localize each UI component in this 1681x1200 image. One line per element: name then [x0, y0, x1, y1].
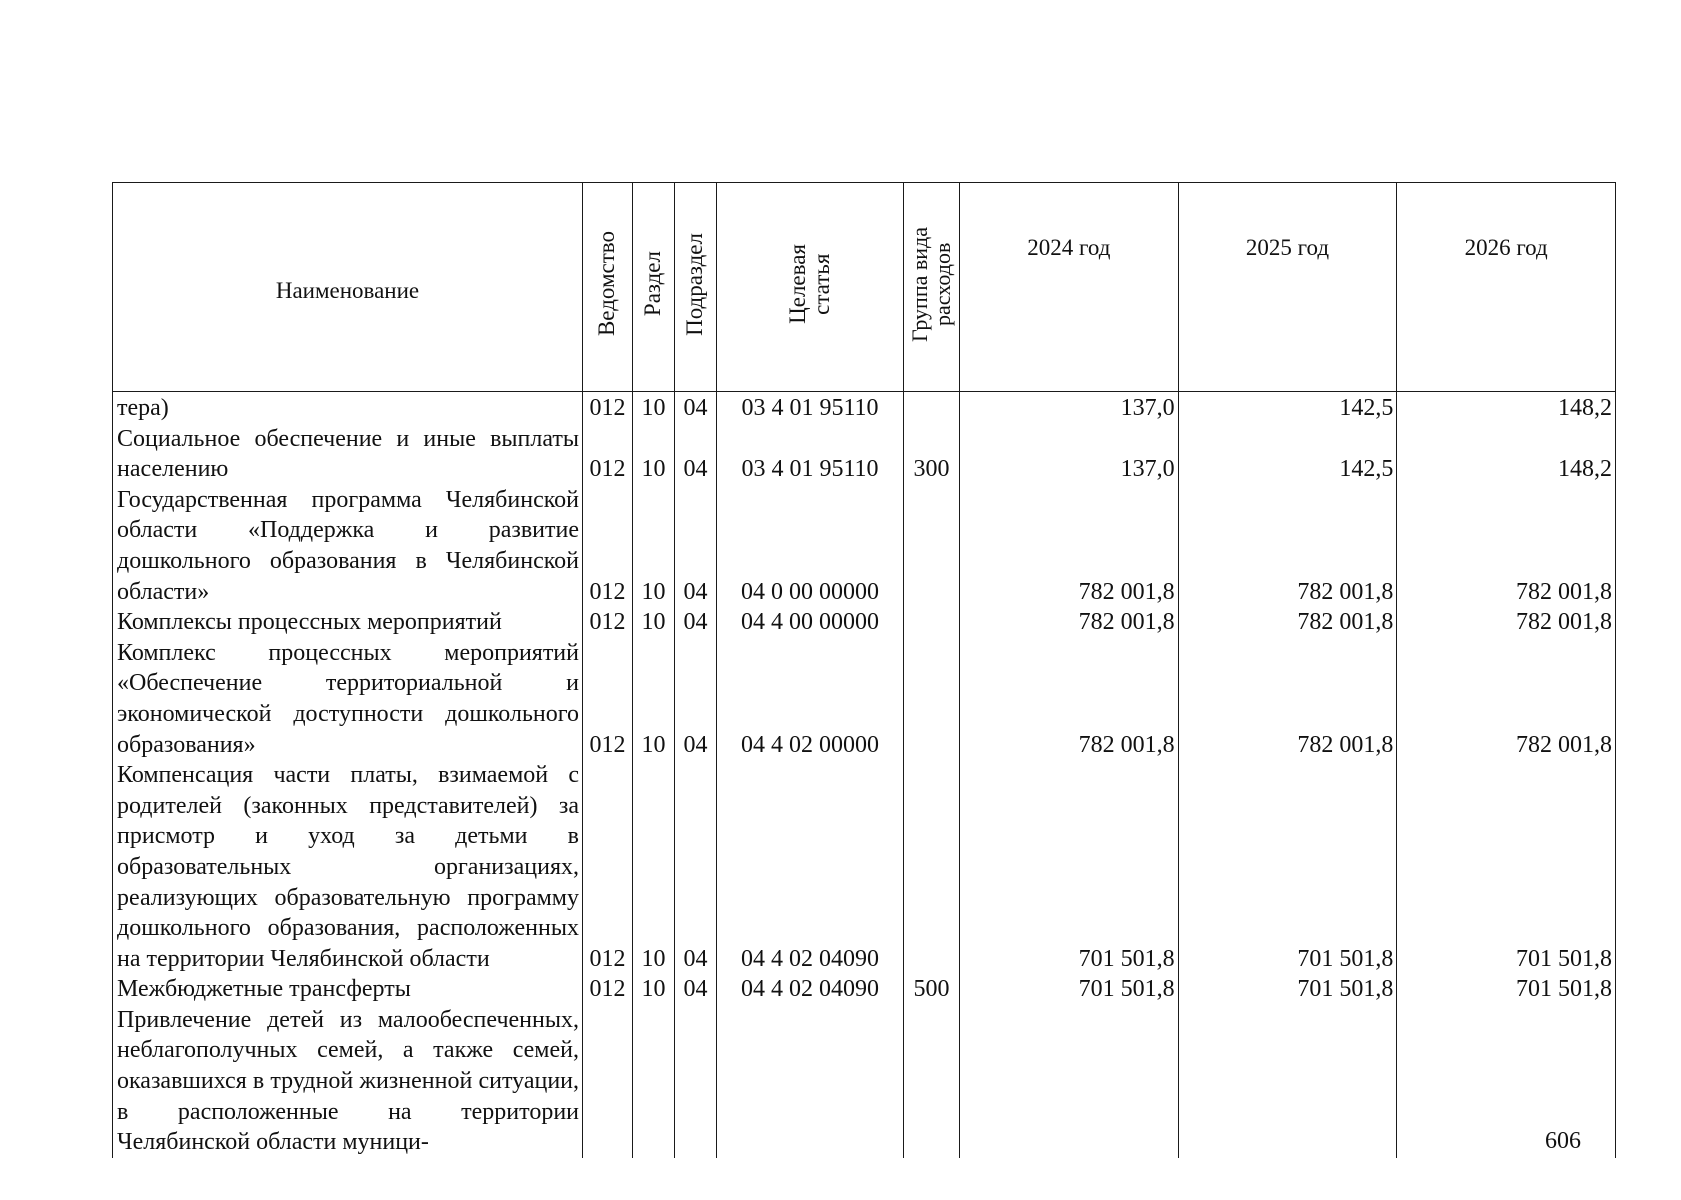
row-target: 03 4 01 95110 [717, 424, 904, 485]
table-row [113, 485, 1616, 607]
row-section: 10 [633, 974, 675, 1005]
row-y2026: 701 501,8 [1397, 760, 1616, 974]
row-target: 04 4 02 00000 [717, 638, 904, 760]
row-subsection: 04 [675, 760, 717, 974]
row-y2025: 142,5 [1178, 392, 1397, 424]
table-row [113, 638, 1616, 760]
row-y2024: 701 501,8 [960, 974, 1179, 1005]
row-target: 03 4 01 95110 [717, 392, 904, 424]
row-subsection: 04 [675, 424, 717, 485]
row-y2025: 701 501,8 [1178, 974, 1397, 1005]
table-row [113, 392, 1616, 424]
row-y2025: 782 001,8 [1178, 485, 1397, 607]
header-target [717, 183, 904, 392]
row-target: 04 4 00 00000 [717, 607, 904, 638]
header-name [113, 183, 583, 392]
header-dept [583, 183, 633, 392]
header-year-2025-label: 2025 год [1245, 235, 1330, 260]
row-section: 10 [633, 638, 675, 760]
header-name-label: Наименование [275, 278, 420, 303]
row-dept: 012 [583, 760, 633, 974]
row-y2025: 701 501,8 [1178, 760, 1397, 974]
table-body [113, 392, 1616, 1158]
header-subsection-label: Подраздел [682, 232, 708, 336]
row-name: Комплекс процессных мероприятий «Обеспечение территориальной и экономической доступности дошкольного образования» [113, 638, 583, 760]
page-number: 606 [1545, 1128, 1581, 1154]
header-target-line2: статья [809, 253, 834, 315]
header-section-label: Раздел [640, 251, 666, 317]
row-y2026: 148,2 [1397, 424, 1616, 485]
table-row [113, 974, 1616, 1005]
row-dept: 012 [583, 485, 633, 607]
row-section [633, 1005, 675, 1158]
table-row [113, 760, 1616, 974]
budget-table [112, 182, 1616, 1158]
header-group [904, 183, 960, 392]
row-y2026: 701 501,8 [1397, 974, 1616, 1005]
row-name: тера) [113, 392, 583, 424]
row-group [904, 485, 960, 607]
row-group [904, 392, 960, 424]
row-y2025: 782 001,8 [1178, 607, 1397, 638]
header-section [633, 183, 675, 392]
row-dept: 012 [583, 424, 633, 485]
row-section: 10 [633, 760, 675, 974]
row-y2024 [960, 1005, 1179, 1158]
row-y2026: 782 001,8 [1397, 607, 1616, 638]
table-row [113, 607, 1616, 638]
row-target: 04 4 02 04090 [717, 760, 904, 974]
row-name: Социальное обеспечение и иные выплаты населению [113, 424, 583, 485]
header-group-line2: расходов [930, 242, 956, 326]
row-target [717, 1005, 904, 1158]
table-row [113, 424, 1616, 485]
header-group-label [908, 227, 954, 342]
header-target-label [786, 244, 834, 324]
row-y2024: 782 001,8 [960, 638, 1179, 760]
row-subsection: 04 [675, 638, 717, 760]
header-year-2026 [1397, 183, 1616, 392]
row-subsection: 04 [675, 974, 717, 1005]
header-subsection [675, 183, 717, 392]
header-group-line1: Группа вида [907, 226, 933, 342]
row-section: 10 [633, 485, 675, 607]
row-y2024: 137,0 [960, 392, 1179, 424]
row-dept: 012 [583, 392, 633, 424]
row-y2025 [1178, 1005, 1397, 1158]
row-y2024: 782 001,8 [960, 485, 1179, 607]
row-subsection: 04 [675, 607, 717, 638]
row-subsection [675, 1005, 717, 1158]
row-y2024: 137,0 [960, 424, 1179, 485]
header-year-2025 [1178, 183, 1397, 392]
row-section: 10 [633, 607, 675, 638]
budget-table-sheet [112, 182, 1615, 1158]
row-y2026 [1397, 1005, 1616, 1158]
row-group: 500 [904, 974, 960, 1005]
row-name: Привлечение детей из малообеспеченных, неблагополучных семей, а также семей, оказавшихся в трудной жизненной ситуации, в расположенные на территории Челябинской области муници- [113, 1005, 583, 1158]
header-year-2024-label: 2024 год [1027, 235, 1111, 260]
row-dept [583, 1005, 633, 1158]
row-group [904, 1005, 960, 1158]
row-name: Государственная программа Челябинской области «Поддержка и развитие дошкольного образования в Челябинской области» [113, 485, 583, 607]
row-y2024: 782 001,8 [960, 607, 1179, 638]
row-name: Межбюджетные трансферты [113, 974, 583, 1005]
row-group [904, 607, 960, 638]
row-subsection: 04 [675, 392, 717, 424]
header-dept-label: Ведомство [594, 231, 620, 337]
row-group [904, 638, 960, 760]
row-dept: 012 [583, 638, 633, 760]
row-name: Компенсация части платы, взимаемой с родителей (законных представителей) за присмотр и уход за детьми в образовательных организациях, реализующих образовательную программу дошкольного образования, расположенных на территории Челябинской области [113, 760, 583, 974]
row-group [904, 760, 960, 974]
row-y2025: 782 001,8 [1178, 638, 1397, 760]
table-row [113, 1005, 1616, 1158]
row-section: 10 [633, 424, 675, 485]
header-target-line1: Целевая [784, 244, 810, 324]
row-subsection: 04 [675, 485, 717, 607]
row-target: 04 4 02 04090 [717, 974, 904, 1005]
row-y2024: 701 501,8 [960, 760, 1179, 974]
row-dept: 012 [583, 607, 633, 638]
row-y2026: 148,2 [1397, 392, 1616, 424]
row-y2026: 782 001,8 [1397, 638, 1616, 760]
row-group: 300 [904, 424, 960, 485]
row-section: 10 [633, 392, 675, 424]
row-target: 04 0 00 00000 [717, 485, 904, 607]
row-y2026: 782 001,8 [1397, 485, 1616, 607]
row-name: Комплексы процессных мероприятий [113, 607, 583, 638]
row-y2025: 142,5 [1178, 424, 1397, 485]
header-year-2024 [960, 183, 1179, 392]
row-dept: 012 [583, 974, 633, 1005]
table-header [113, 183, 1616, 392]
header-year-2026-label: 2026 год [1464, 235, 1548, 260]
